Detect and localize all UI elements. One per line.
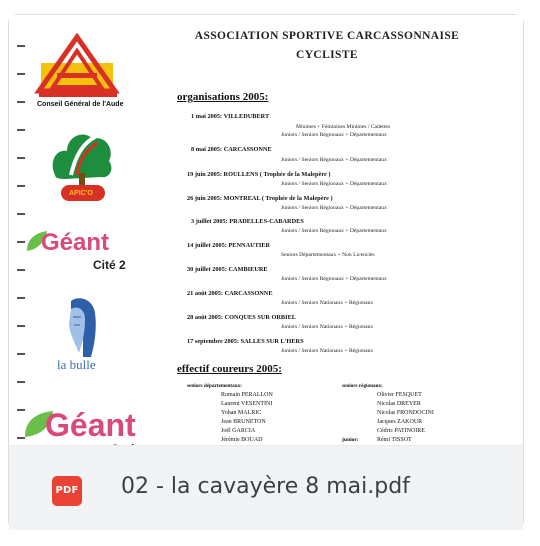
rider-name: Jérémie BOUAD (221, 437, 263, 443)
event-category: Juniors / Seniors Régionaux + Départementaux (281, 157, 387, 163)
rider-name: Cédric PATINOIRE (377, 428, 425, 434)
event-date: 28 août 2005: CONQUES SUR ORBIEL (187, 314, 296, 321)
file-footer[interactable] (9, 445, 523, 530)
event-date: 14 juillet 2005: PENNAUTIER (187, 242, 271, 249)
event-category: Juniors / Seniors Régionaux + Départementaux (281, 205, 387, 211)
event-category: Juniors / Seniors Nationaux + Régionaux (281, 348, 374, 354)
geant-wordmark: Géant (41, 229, 110, 256)
event-date: 19 juin 2005: ROULLENS ( Trophée de la Malepère ) (187, 171, 331, 178)
document-page (9, 15, 523, 445)
rider-name: Jean BRUNETON (221, 419, 266, 425)
event-date: 30 juillet 2005: CAMBIEURE (187, 266, 268, 273)
event-date: 1 mai 2005: VILLEDUBERT (191, 113, 270, 120)
rider-name: Olivier FESQUET (377, 392, 422, 398)
event-date: 17 septembre 2005: SALLES SUR L'HERS (187, 338, 304, 345)
la-bulle-label: la bulle (57, 357, 96, 372)
document-title: ASSOCIATION SPORTIVE CARCASSONNAISE CYCLISTE (194, 30, 460, 61)
reg-riders-heading: seniors régionaux: (342, 383, 383, 389)
dept-riders-heading: seniors départementaux: (187, 383, 242, 389)
organisations-heading: organisations 2005: (177, 91, 269, 103)
rider-name: Nicolas DREYER (377, 401, 421, 407)
event-category: Juniors / Seniors Nationaux + Régionaux (281, 324, 374, 330)
event-category: Juniors / Seniors Régionaux + Départementaux (281, 228, 387, 234)
rider-name: Joël GARCIA (221, 428, 256, 434)
rider-name: Yohan MALRIC (221, 410, 262, 416)
junior-label: junior: (342, 437, 359, 443)
event-date: 21 août 2005: CARCASSONNE (187, 290, 273, 297)
event-category: Juniors / Seniors Nationaux + Régionaux (281, 300, 374, 306)
apic-label: APIC'O (69, 190, 93, 197)
pdf-preview[interactable] (9, 15, 523, 445)
rider-name: Nicolas FRONDOCINI (377, 410, 434, 416)
event-date: 3 juillet 2005: PRADELLES-CABARDES (191, 218, 304, 225)
event-date: 26 juin 2005: MONTREAL ( Trophée de la Malepère ) (187, 195, 333, 202)
geant-subtitle: Cité 2 (93, 258, 126, 272)
pdf-icon: PDF (52, 476, 82, 506)
geant-wordmark-large: Géant (45, 407, 136, 443)
effectif-heading: effectif coureurs 2005: (177, 363, 282, 375)
rider-name: Jacques ZAKOUR (377, 419, 423, 425)
event-category: Seniors Départementaux + Non Licenciés (281, 252, 375, 258)
event-category: Juniors / Seniors Régionaux + Départementaux (281, 276, 387, 282)
file-name[interactable]: 02 - la cavayère 8 mai.pdf (121, 474, 410, 499)
rider-name: Romain PERALLON (221, 392, 273, 398)
conseil-general-label: Conseil Général de l'Aude (37, 101, 124, 108)
event-category: Minimes + Féminines Minimes / Cadettes (296, 124, 391, 130)
rider-name: Laurent VESENTINI (221, 401, 273, 407)
file-card[interactable] (8, 14, 524, 530)
event-date: 8 mai 2005: CARCASSONNE (191, 146, 272, 153)
event-category: Juniors / Seniors Régionaux + Départementaux (281, 181, 387, 187)
event-category: Juniors / Seniors Régionaux + Départementaux (281, 132, 387, 138)
rider-name: Rémi TISSOT (377, 437, 412, 443)
